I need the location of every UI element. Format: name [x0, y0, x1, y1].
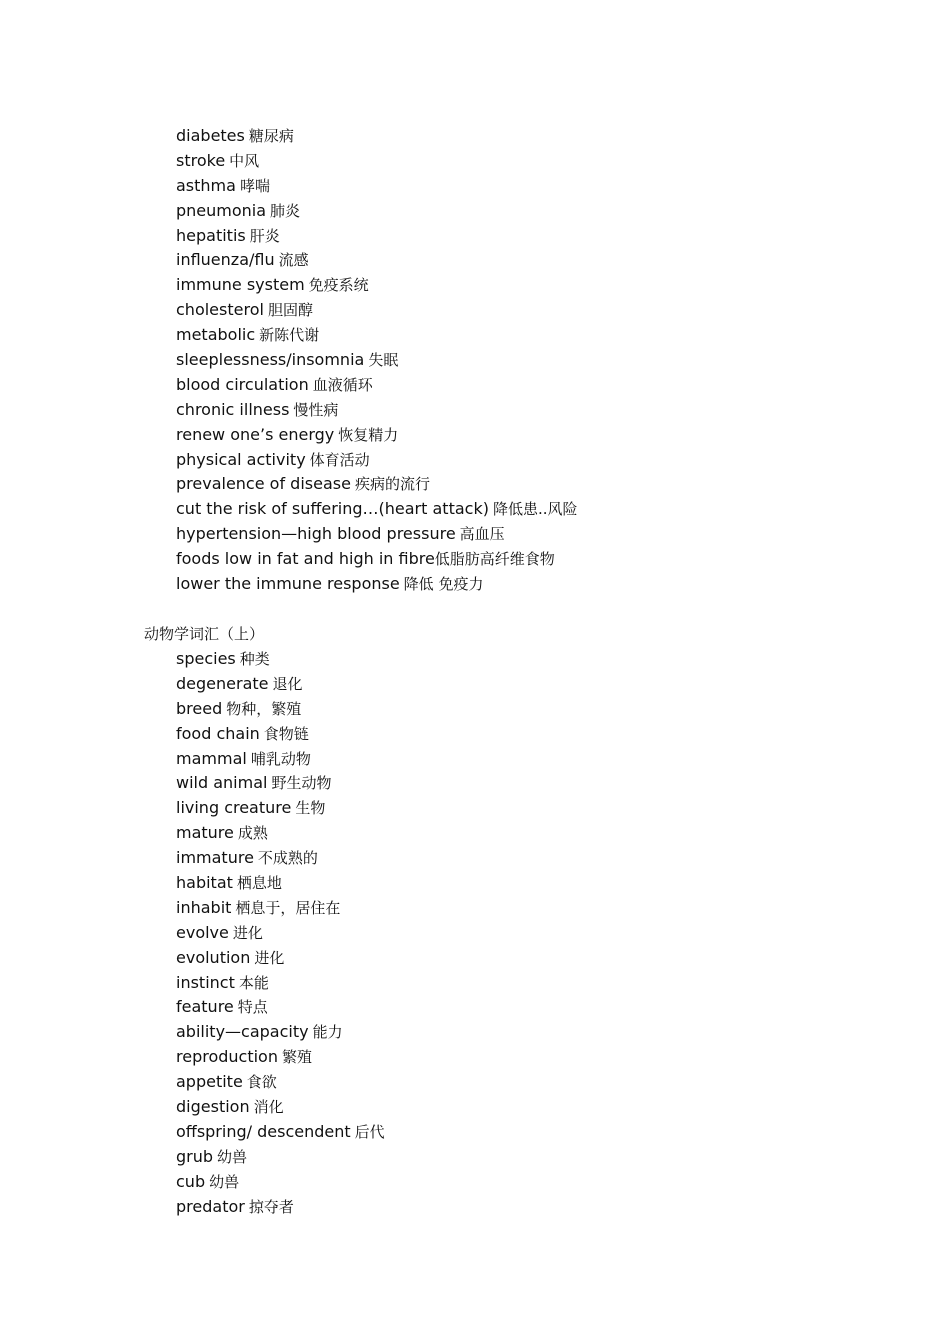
vocab-entry	[176, 1020, 385, 1045]
vocab-term: sleeplessness/insomnia	[176, 350, 365, 370]
vocab-term: habitat	[176, 873, 233, 893]
vocab-term: instinct	[176, 972, 235, 992]
vocab-gloss: 疾病的流行	[354, 475, 430, 494]
vocab-gloss: 掠夺者	[248, 1197, 294, 1216]
vocab-term: hepatitis	[176, 225, 246, 245]
vocab-term: metabolic	[176, 325, 256, 345]
vocab-gloss: 恢复精力	[338, 425, 399, 444]
vocab-entry	[176, 522, 578, 547]
vocab-gloss: 新陈代谢	[259, 326, 320, 345]
vocab-entry	[176, 398, 578, 423]
vocab-entry	[176, 1145, 385, 1170]
vocab-gloss: 失眠	[368, 351, 399, 370]
vocab-term: renew one’s energy	[176, 424, 335, 444]
vocab-gloss: 幼兽	[217, 1147, 248, 1166]
vocab-entry	[176, 124, 578, 149]
vocab-term: ability—capacity	[176, 1022, 309, 1042]
vocab-entry	[176, 448, 578, 473]
vocab-term: species	[176, 649, 236, 668]
vocab-entry	[176, 995, 385, 1020]
vocab-term: feature	[176, 997, 234, 1017]
vocab-gloss: 进化	[232, 923, 263, 942]
vocab-entry	[176, 1120, 385, 1145]
vocab-entry	[176, 871, 385, 896]
vocab-term: blood circulation	[176, 374, 309, 394]
vocab-gloss: 进化	[254, 948, 285, 967]
vocab-entry	[176, 921, 385, 946]
vocab-entry	[176, 497, 578, 522]
vocab-gloss: 免疫系统	[308, 276, 369, 295]
vocab-entry	[176, 248, 578, 273]
vocab-term: offspring/ descendent	[176, 1121, 351, 1141]
vocab-entry	[176, 697, 385, 722]
vocab-entry	[176, 572, 578, 597]
section-heading-zoology: 动物学词汇（上）	[144, 625, 265, 643]
vocab-gloss: 生物	[295, 799, 326, 818]
vocab-term: influenza/flu	[176, 250, 275, 270]
vocab-term: pneumonia	[176, 200, 267, 220]
vocab-entry	[176, 273, 578, 298]
vocab-entry	[176, 747, 385, 772]
vocab-gloss: 肺炎	[270, 201, 301, 220]
vocab-entry	[176, 971, 385, 996]
vocab-gloss: 消化	[253, 1098, 284, 1117]
vocab-gloss: 高血压	[459, 525, 505, 544]
vocab-gloss: 降低患..风险	[492, 500, 578, 519]
vocab-term: mature	[176, 823, 234, 843]
vocab-entry	[176, 672, 385, 697]
vocab-term: prevalence of disease	[176, 474, 351, 494]
vocab-gloss: 流感	[278, 251, 309, 270]
vocab-term: immune system	[176, 275, 305, 295]
vocab-entry	[176, 722, 385, 747]
vocab-gloss: 繁殖	[281, 1048, 312, 1067]
vocab-gloss: 本能	[238, 973, 269, 992]
vocab-gloss: 中风	[229, 151, 260, 170]
vocab-entry	[176, 846, 385, 871]
vocab-term: digestion	[176, 1097, 250, 1117]
vocab-entry	[176, 1095, 385, 1120]
vocab-entry	[176, 647, 385, 672]
vocab-term: reproduction	[176, 1047, 278, 1067]
vocab-entry	[176, 348, 578, 373]
vocab-term: appetite	[176, 1072, 243, 1092]
vocab-term: chronic illness	[176, 399, 290, 419]
vocab-gloss: 幼兽	[209, 1172, 240, 1191]
vocab-term: food chain	[176, 723, 260, 743]
vocab-term: degenerate	[176, 673, 269, 693]
vocab-gloss: 退化	[272, 674, 303, 693]
vocab-gloss: 种类	[239, 650, 270, 668]
vocab-gloss: 降低 免疫力	[403, 575, 484, 594]
vocab-entry	[176, 896, 385, 921]
vocab-gloss: 能力	[312, 1023, 343, 1042]
vocab-entry	[176, 796, 385, 821]
vocab-gloss: 食物链	[263, 724, 309, 743]
vocab-gloss: 血液循环	[312, 375, 373, 394]
vocab-gloss: 栖息地	[236, 874, 282, 893]
vocab-gloss: 低脂肪高纤维食物	[434, 550, 555, 569]
vocab-entry	[176, 298, 578, 323]
vocab-term: living creature	[176, 798, 292, 818]
vocab-entry	[176, 174, 578, 199]
health-vocabulary-list	[176, 124, 578, 597]
vocab-term: breed	[176, 698, 223, 718]
vocab-gloss: 特点	[237, 998, 268, 1017]
vocab-term: mammal	[176, 748, 247, 768]
vocab-entry	[176, 1070, 385, 1095]
vocab-gloss: 成熟	[237, 824, 268, 843]
vocab-entry	[176, 946, 385, 971]
vocab-term: stroke	[176, 150, 226, 170]
vocab-entry	[176, 149, 578, 174]
vocab-entry	[176, 199, 578, 224]
vocab-gloss: 慢性病	[293, 400, 339, 419]
vocab-gloss: 肝炎	[249, 226, 280, 245]
vocab-term: physical activity	[176, 449, 306, 469]
vocab-term: inhabit	[176, 897, 232, 917]
vocab-term: cholesterol	[176, 300, 264, 320]
vocab-gloss: 不成熟的	[257, 849, 318, 868]
vocab-term: evolve	[176, 922, 229, 942]
vocab-term: grub	[176, 1146, 214, 1166]
vocab-term: immature	[176, 848, 254, 868]
vocab-entry	[176, 224, 578, 249]
vocab-term: foods low in fat and high in fibre	[176, 549, 435, 569]
vocab-entry	[176, 1170, 385, 1195]
vocab-term: asthma	[176, 175, 236, 195]
vocab-gloss: 哮喘	[239, 176, 270, 195]
vocab-entry	[176, 1195, 385, 1220]
vocab-entry	[176, 547, 578, 572]
vocab-gloss: 哺乳动物	[250, 749, 311, 768]
vocab-term: wild animal	[176, 773, 268, 793]
vocab-gloss: 胆固醇	[267, 301, 313, 320]
vocab-term: evolution	[176, 947, 251, 967]
vocab-term: hypertension—high blood pressure	[176, 524, 456, 544]
vocab-term: cub	[176, 1171, 206, 1191]
vocab-entry	[176, 323, 578, 348]
vocab-gloss: 栖息于，居住在	[235, 898, 341, 917]
vocab-entry	[176, 373, 578, 398]
vocab-gloss: 野生动物	[271, 774, 332, 793]
vocab-term: lower the immune response	[176, 574, 400, 594]
vocab-gloss: 糖尿病	[248, 127, 294, 145]
vocab-entry	[176, 771, 385, 796]
vocab-gloss: 物种，繁殖	[226, 699, 302, 718]
zoology-vocabulary-list	[176, 647, 385, 1219]
vocab-entry	[176, 472, 578, 497]
vocab-entry	[176, 1045, 385, 1070]
vocab-entry	[176, 821, 385, 846]
vocab-gloss: 食欲	[246, 1073, 277, 1092]
vocab-term: cut the risk of suffering…(heart attack)	[176, 499, 489, 519]
vocab-gloss: 后代	[354, 1122, 385, 1141]
vocab-term: diabetes	[176, 126, 245, 145]
vocab-term: predator	[176, 1196, 245, 1216]
vocab-gloss: 体育活动	[309, 450, 370, 469]
vocab-entry	[176, 423, 578, 448]
